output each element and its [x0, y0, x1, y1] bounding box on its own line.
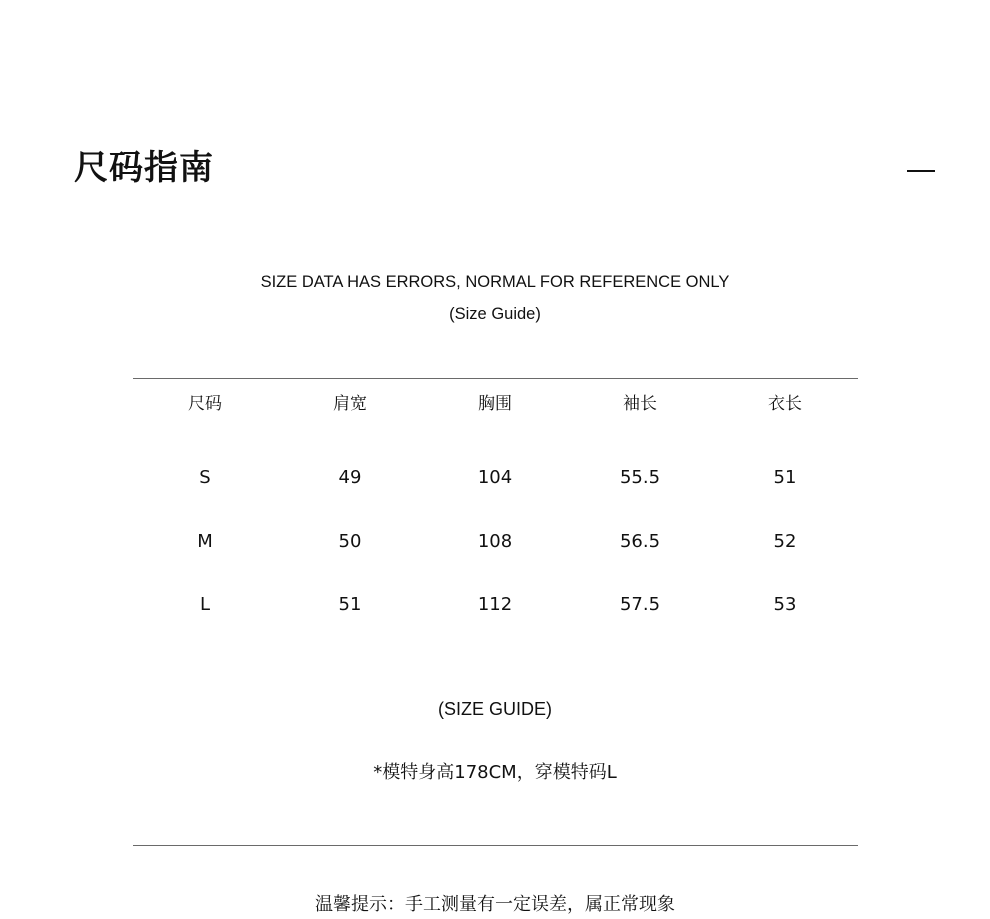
table-cell-size: S [199, 467, 211, 488]
table-cell-chest: 104 [477, 467, 513, 488]
table-row [133, 527, 858, 557]
table-top-divider [133, 378, 858, 379]
minus-icon-bar [907, 170, 935, 172]
column-header-length: 衣长 [768, 394, 802, 414]
table-cell-sleeve: 57.5 [619, 594, 661, 615]
page-title: 尺码指南 [74, 148, 214, 188]
table-cell-length: 53 [773, 594, 797, 615]
table-cell-sleeve: 55.5 [619, 467, 661, 488]
table-header-row [133, 389, 858, 419]
table-cell-size: M [197, 531, 213, 552]
size-guide-caption: (SIZE GUIDE) [437, 699, 552, 719]
table-cell-chest: 108 [477, 531, 513, 552]
column-header-shoulder: 肩宽 [333, 394, 367, 414]
table-cell-length: 51 [773, 467, 797, 488]
footer-divider [133, 845, 858, 846]
column-header-sleeve: 袖长 [623, 394, 657, 414]
size-guide-subtitle: (Size Guide) [449, 305, 541, 323]
size-data-notice: SIZE DATA HAS ERRORS, NORMAL FOR REFERENCE ONLY [260, 273, 730, 291]
table-cell-shoulder: 51 [338, 594, 362, 615]
table-cell-shoulder: 50 [338, 531, 362, 552]
table-cell-shoulder: 49 [338, 467, 362, 488]
table-cell-length: 52 [773, 531, 797, 552]
column-header-size: 尺码 [188, 394, 222, 414]
column-header-chest: 胸围 [478, 394, 512, 414]
table-cell-sleeve: 56.5 [619, 531, 661, 552]
table-row [133, 590, 858, 620]
minus-icon[interactable] [906, 160, 936, 182]
table-row [133, 463, 858, 493]
table-cell-size: L [199, 594, 211, 615]
measurement-disclaimer: 温馨提示：手工测量有一定误差，属正常现象 [315, 894, 675, 915]
table-cell-chest: 112 [477, 594, 513, 615]
model-size-note: *模特身高178CM，穿模特码L [373, 762, 617, 783]
